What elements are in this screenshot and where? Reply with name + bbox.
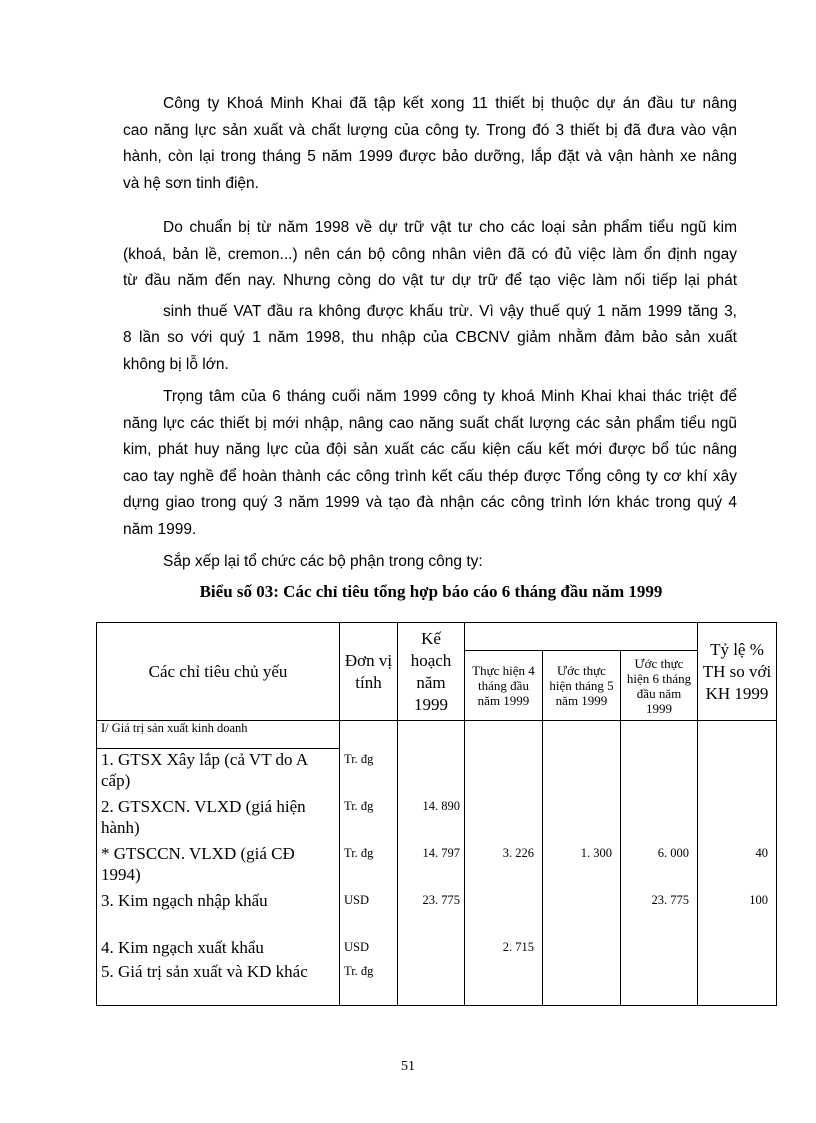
ratio-column (698, 721, 777, 1006)
header-plan: Kế hoạch năm 1999 (398, 623, 465, 721)
est5-cell (551, 749, 612, 796)
est6-cell (629, 749, 689, 796)
plan-cell (402, 937, 460, 961)
est6-cell (629, 796, 689, 843)
section-label: I/ Giá trị sản xuất kinh doanh (97, 721, 340, 749)
page-number: 51 (401, 1059, 415, 1074)
actual4-cell (473, 796, 534, 843)
est5-cell (551, 937, 612, 961)
actual4-cell (473, 890, 534, 937)
header-group-blank (465, 623, 698, 651)
summary-table (96, 622, 777, 1006)
indicator-cell: 3. Kim ngạch nhập khẩu (97, 890, 340, 937)
text-line: không bị lỗ lớn. (123, 355, 229, 373)
plan-cell: 23. 775 (422, 893, 460, 907)
plan-column (398, 721, 465, 1006)
text-line: Trọng tâm của 6 tháng cuối năm 1999 công ty khoá Minh Khai khai thác triệt để (163, 388, 737, 405)
text-line: cao năng lực sản xuất và chất lượng của công ty. Trong đó 3 thiết bị đã đưa vào vận (123, 121, 737, 139)
paragraph-3 (123, 384, 737, 543)
actual4-cell (473, 749, 534, 796)
ratio-cell (706, 796, 768, 843)
actual4-cell: 2. 715 (502, 940, 534, 954)
actual4-column (465, 721, 543, 1006)
text-line: cao tay nghề để hoàn thành các công trình kết cấu thép được Tổng công ty cơ khí xây (123, 467, 737, 485)
est5-cell (551, 890, 612, 937)
text-line: dựng giao trong quý 3 năm 1999 và tạo đà nhận các công trình lớn khác trong quý 4 (123, 494, 737, 511)
unit-cell: USD (344, 893, 370, 907)
text-line: năm 1999. (123, 520, 197, 538)
text-line: năng lực các thiết bị mới nhập, nâng cao năng suất chất lượng các sản phẩm tiểu ngũ (123, 414, 737, 432)
table-caption: Biểu số 03: Các chỉ tiêu tổng hợp báo cáo 6 tháng đầu năm 1999 (199, 582, 663, 601)
unit-column (340, 721, 398, 1006)
text-line: và hệ sơn tinh điện. (123, 174, 259, 192)
header-indicator: Các chỉ tiêu chủ yếu (97, 623, 340, 721)
est6-cell (629, 961, 689, 1005)
ratio-cell: 40 (755, 846, 768, 860)
plan-cell (402, 749, 460, 796)
indicator-cell: 4. Kim ngạch xuất khẩu (97, 937, 340, 961)
unit-cell: USD (344, 940, 370, 954)
indicator-cell: * GTSCCN. VLXD (giá CĐ 1994) (97, 843, 340, 890)
est5-cell: 1. 300 (580, 846, 612, 860)
header-actual-4-months: Thực hiện 4 tháng đầu năm 1999 (465, 651, 543, 721)
unit-cell: Tr. đg (344, 799, 374, 813)
text-line: sinh thuế VAT đầu ra không được khấu trừ. Vì vậy thuế quý 1 năm 1999 tăng 3, (163, 302, 737, 320)
est5-cell (551, 796, 612, 843)
plan-cell: 14. 797 (422, 846, 460, 860)
paragraph-2 (123, 215, 737, 378)
ratio-cell: 100 (749, 893, 768, 907)
unit-cell: Tr. đg (344, 964, 374, 978)
text-line: Công ty Khoá Minh Khai đã tập kết xong 11 thiết bị thuộc dự án đầu tư nâng (163, 95, 737, 112)
text-line: kim, phát huy năng lực của đội sản xuất các cấu kiện cấu kết mới được bổ túc nâng (123, 441, 737, 458)
est5-column (543, 721, 621, 1006)
text-line: Sắp xếp lại tổ chức các bộ phận trong công ty: (163, 553, 483, 570)
header-estimate-month-5: Ước thực hiện tháng 5 năm 1999 (543, 651, 621, 721)
est5-cell (551, 961, 612, 1005)
indicator-cell: 2. GTSXCN. VLXD (giá hiện hành) (97, 796, 340, 843)
ratio-cell (706, 749, 768, 796)
header-ratio: Tỷ lệ % TH so với KH 1999 (698, 623, 777, 721)
unit-cell: Tr. đg (344, 846, 374, 860)
est6-cell: 6. 000 (657, 846, 689, 860)
est6-cell (629, 937, 689, 961)
header-unit: Đơn vị tính (340, 623, 398, 721)
paragraph-1 (123, 91, 737, 197)
indicator-cell: 5. Giá trị sản xuất và KD khác (97, 961, 340, 1006)
est6-column (621, 721, 698, 1006)
text-line: từ đầu năm đến nay. Nhưng còng do vật tư dự trữ để tạo việc làm nối tiếp lại phát (123, 272, 737, 289)
text-line: Do chuẩn bị từ năm 1998 về dự trữ vật tư cho các loại sản phẩm tiểu ngũ kim (163, 219, 737, 236)
plan-cell: 14. 890 (422, 799, 460, 813)
header-estimate-6-months: Ước thực hiện 6 tháng đầu năm 1999 (621, 651, 698, 721)
actual4-cell (473, 961, 534, 1005)
est6-cell: 23. 775 (651, 893, 689, 907)
indicator-cell: 1. GTSX Xây lắp (cả VT do A cấp) (97, 749, 340, 797)
ratio-cell (706, 961, 768, 1005)
text-line: (khoá, bản lề, cremon...) nên cán bộ công nhân viên đã có đủ việc làm ổn định ngay (123, 245, 737, 263)
plan-cell (402, 961, 460, 1005)
actual4-cell: 3. 226 (502, 846, 534, 860)
text-line: 8 lần so với quý 1 năm 1998, thu nhập của CBCNV giảm nhằm đảm bảo sản xuất (123, 329, 737, 346)
unit-cell: Tr. đg (344, 752, 374, 766)
text-line: hành, còn lại trong tháng 5 năm 1999 được bảo dưỡng, lắp đặt và vận hành xe nâng (123, 148, 737, 165)
ratio-cell (706, 937, 768, 961)
paragraph-4 (123, 549, 737, 576)
